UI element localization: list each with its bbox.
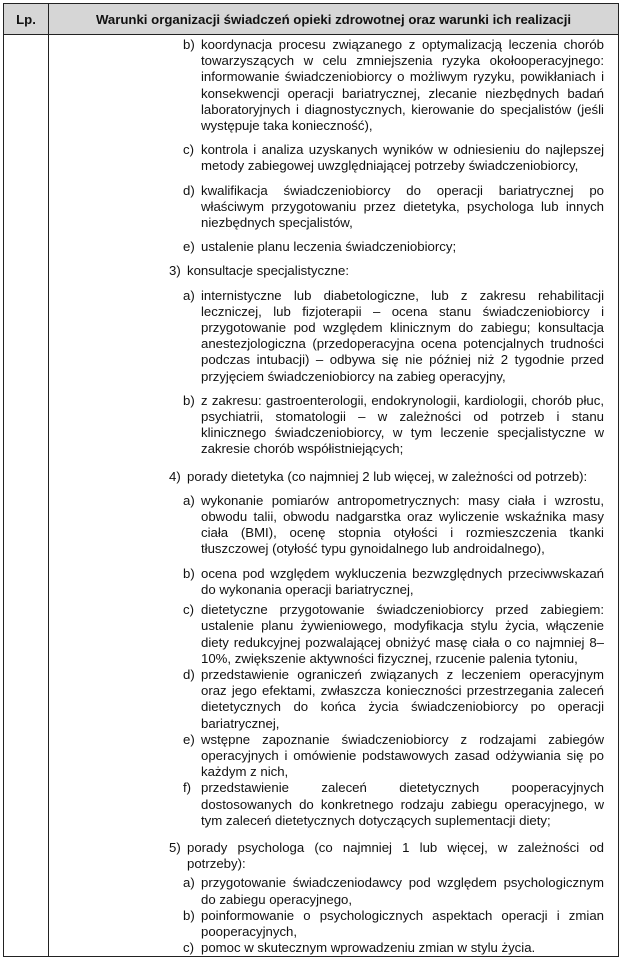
section-heading xyxy=(169,840,604,872)
list-item xyxy=(183,875,604,907)
list-item xyxy=(183,393,604,458)
list-item xyxy=(183,908,604,940)
list-item xyxy=(183,566,604,598)
item-label: a) xyxy=(183,287,195,303)
header-title: Warunki organizacji świadczeń opieki zdrowotnej oraz warunki ich realizacji xyxy=(49,4,619,35)
item-label: e) xyxy=(183,731,195,747)
item-text: koordynacja procesu związanego z optymalizacją leczenia chorób towarzyszących w celu zmniejszenia ryzyka okołooperacyjnego: informowanie świadczeniobiorcy o możliwym ryzyku, powikłaniach i konsekwencji operacji bariatrycznej, zlecanie niezbędnych badań laboratoryjnych i diagnostycznych, kierowanie do specjalistów (jeśli występuje taka konieczność), xyxy=(201,37,604,134)
item-label: c) xyxy=(183,940,194,956)
item-label: f) xyxy=(183,780,192,796)
item-label: d) xyxy=(183,666,195,682)
item-text: przygotowanie świadczeniodawcy pod względem psychologicznym do zabiegu operacyjnego, xyxy=(201,875,604,907)
section-text: porady psychologa (co najmniej 1 lub więcej, w zależności od potrzeby): xyxy=(187,839,604,872)
item-label: a) xyxy=(183,875,195,891)
list-item xyxy=(183,142,604,174)
item-text: wstępne zapoznanie świadczeniobiorcy z rodzajami zabiegów operacyjnych i omówienie podstawowych zasad odżywiania się po każdym z nich, xyxy=(201,731,604,780)
item-text: poinformowanie o psychologicznych aspektach operacji i zmian pooperacyjnych, xyxy=(201,907,604,939)
item-text: kwalifikacja świadczeniobiorcy do operacji bariatrycznej po właściwym przygotowaniu przez dietetyka, psychologa lub innych niezbędnych specjalistów, xyxy=(201,182,604,231)
header-lp: Lp. xyxy=(4,4,49,35)
section-number: 5) xyxy=(169,839,181,855)
section-number: 3) xyxy=(169,263,181,279)
list-item xyxy=(183,493,604,558)
item-text: ustalenie planu leczenia świadczeniobiorcy; xyxy=(201,239,457,255)
list-item xyxy=(183,239,604,255)
table-header-row xyxy=(4,4,619,35)
list-item xyxy=(183,667,604,732)
item-text: przedstawienie zaleceń dietetycznych pooperacyjnych dostosowanych do konkretnego rodzaju zabiegu operacyjnego, w tym zaleceń dietetycznych dotyczących suplementacji diety; xyxy=(201,780,604,828)
item-label: d) xyxy=(183,182,195,198)
conditions-table xyxy=(3,3,619,957)
list-item xyxy=(183,732,604,781)
item-text: przedstawienie ograniczeń związanych z leczeniem operacyjnym oraz jego efektami, zwłaszcza konieczności przestrzegania zaleceń dietetycznych do końca życia świadczeniobiorcy po operacji bariatrycznej, xyxy=(201,666,604,731)
item-label: a) xyxy=(183,492,195,508)
list-item xyxy=(183,602,604,667)
item-text: internistyczne lub diabetologiczne, lub z zakresu rehabilitacji leczniczej, lub fizjoterapii – ocena stanu świadczeniobiorcy i przygotowanie pod względem klinicznym do zabiegu; konsultacja anestezjologiczna (przedoperacyjna ocena potencjalnych trudności podczas intubacji) – odbywa się nie później niż 2 tygodnie przed przyjęciem świadczeniobiorcy na zabieg operacyjny, xyxy=(201,287,604,384)
item-text: dietetyczne przygotowanie świadczeniobiorcy przed zabiegiem: ustalenie planu żywieniowego, modyfikacja stylu życia, włączenie diety redukcyjnej pozwalającej obniżyć masę ciała o co najmniej 8–10%, zwiększenie aktywności fizycznej, rzucenie palenia tytoniu, xyxy=(201,602,604,666)
item-text: kontrola i analiza uzyskanych wyników w odniesieniu do najlepszej metody zabiegowej uwzględniającej potrzeby świadczeniobiorcy, xyxy=(201,142,604,174)
list-item xyxy=(183,288,604,385)
section-heading xyxy=(169,469,604,485)
list-item xyxy=(183,780,604,829)
list-item xyxy=(183,940,604,956)
item-label: e) xyxy=(183,239,195,255)
list-item xyxy=(183,37,604,134)
section-heading xyxy=(169,263,604,279)
item-label: b) xyxy=(183,907,195,923)
item-label: b) xyxy=(183,565,195,581)
content-cell xyxy=(49,35,619,957)
list-item xyxy=(183,183,604,232)
item-text: wykonanie pomiarów antropometrycznych: masy ciała i wzrostu, obwodu talii, obwodu nadgarstka oraz wyliczenie wskaźnika masy ciała (BMI), ocenę stopnia otyłości i rozmieszczenia tkanki tłuszczowej (otyłość typu gynoidalnego lub androidalnego), xyxy=(201,492,604,557)
content-body xyxy=(49,35,618,956)
item-text: z zakresu: gastroenterologii, endokrynologii, kardiologii, chorób płuc, psychiatrii, stomatologii – w zależności od potrzeb i stanu klinicznego świadczeniobiorcy, w tym leczenie specjalistyczne w zakresie chorób współistniejących; xyxy=(201,392,604,457)
item-label: c) xyxy=(183,142,194,158)
item-label: c) xyxy=(183,602,194,618)
item-label: b) xyxy=(183,392,195,408)
lp-cell xyxy=(4,35,49,957)
item-text: ocena pod względem wykluczenia bezwzględnych przeciwwskazań do wykonania operacji bariatrycznej, xyxy=(201,565,604,597)
item-label: b) xyxy=(183,37,195,52)
section-text: konsultacje specjalistyczne: xyxy=(187,263,349,279)
table-body-row xyxy=(4,35,619,957)
section-number: 4) xyxy=(169,468,181,484)
section-text: porady dietetyka (co najmniej 2 lub więcej, w zależności od potrzeb): xyxy=(187,468,588,484)
item-text: pomoc w skutecznym wprowadzeniu zmian w stylu życia. xyxy=(201,940,536,956)
